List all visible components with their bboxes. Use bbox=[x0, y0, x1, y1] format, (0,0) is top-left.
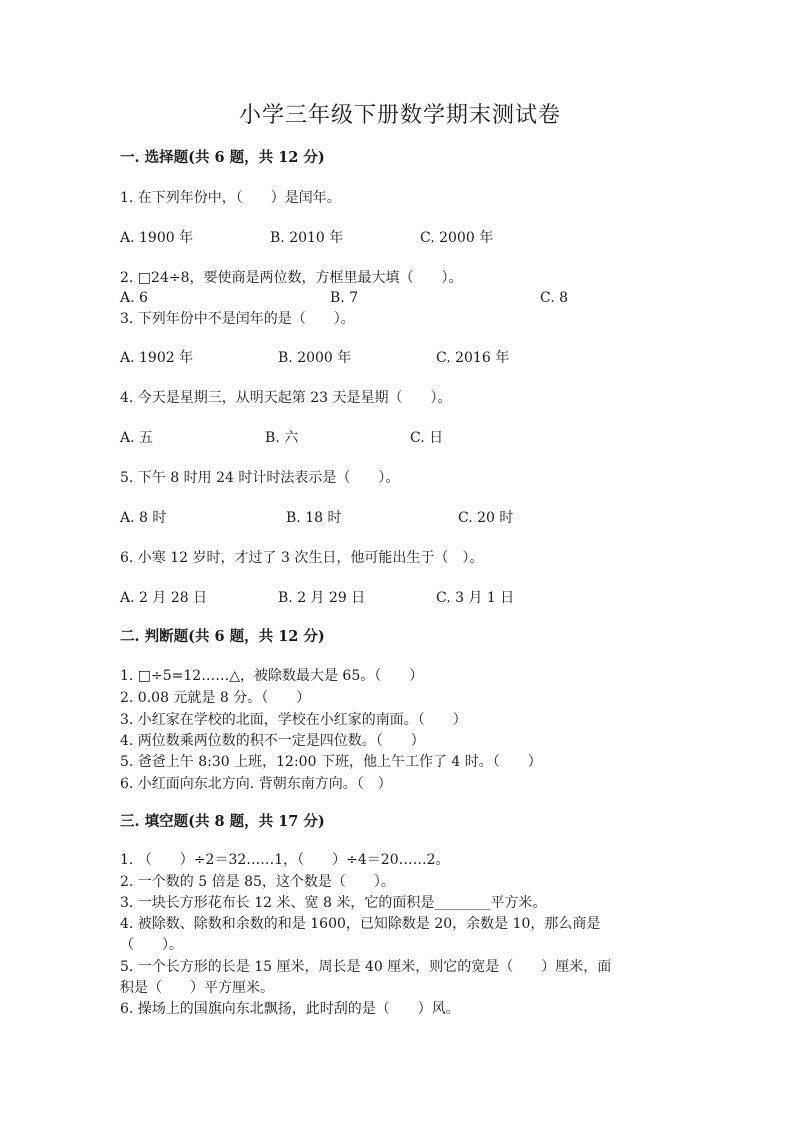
question-6-option-b: B. 2 月 29 日 bbox=[278, 590, 366, 606]
question-4-option-a: A. 五 bbox=[120, 430, 154, 446]
fill-item-5: 5. 一个长方形的长是 15 厘米，周长是 40 厘米，则它的宽是（ ）厘米，面 bbox=[120, 959, 612, 975]
question-6-option-a: A. 2 月 28 日 bbox=[120, 590, 208, 606]
question-1-text: 1. 在下列年份中，（ ）是闰年。 bbox=[120, 190, 341, 206]
question-3-option-b: B. 2000 年 bbox=[278, 350, 352, 366]
judgment-item-1: 1. □÷5=12……△，被除数最大是 65。（ ） bbox=[120, 668, 424, 684]
fill-item-1: 1. （ ）÷2＝32……1，（ ）÷4＝20……2。 bbox=[120, 852, 450, 868]
fill-item-3: 3. 一块长方形花布长 12 米、宽 8 米，它的面积是________平方米。 bbox=[120, 895, 547, 911]
question-4-option-c: C. 日 bbox=[410, 430, 444, 446]
fill-item-4: 4. 被除数、除数和余数的和是 1600，已知除数是 20，余数是 10，那么商是 bbox=[120, 916, 601, 932]
question-2-option-b: B. 7 bbox=[330, 290, 359, 306]
fill-item-4-continued: （ ）。 bbox=[120, 937, 183, 953]
question-1-option-b: B. 2010 年 bbox=[270, 230, 344, 246]
page-title: 小学三年级下册数学期末测试卷 bbox=[238, 103, 561, 128]
section-heading-choice: 一. 选择题(共 6 题，共 12 分) bbox=[120, 149, 325, 166]
fill-item-6: 6. 操场上的国旗向东北飘扬，此时刮的是（ ）风。 bbox=[120, 1001, 460, 1017]
question-2-option-a: A. 6 bbox=[120, 290, 148, 306]
judgment-item-2: 2. 0.08 元就是 8 分。（ ） bbox=[120, 690, 311, 706]
question-5-option-c: C. 20 时 bbox=[458, 510, 514, 526]
fill-item-2: 2. 一个数的 5 倍是 85，这个数是（ ）。 bbox=[120, 874, 395, 890]
section-heading-fill-blank: 三. 填空题(共 8 题，共 17 分) bbox=[120, 813, 325, 830]
question-5-option-b: B. 18 时 bbox=[286, 510, 342, 526]
question-4-option-b: B. 六 bbox=[265, 430, 299, 446]
question-6-text: 6. 小寒 12 岁时，才过了 3 次生日，他可能出生于（ ）。 bbox=[120, 550, 484, 566]
question-3-option-a: A. 1902 年 bbox=[120, 350, 194, 366]
question-3-text: 3. 下列年份中不是闰年的是（ ）。 bbox=[120, 311, 355, 327]
section-heading-judgment: 二. 判断题(共 6 题，共 12 分) bbox=[120, 628, 325, 645]
question-5-text: 5. 下午 8 时用 24 时计时法表示是（ ）。 bbox=[120, 470, 400, 486]
question-2-option-c: C. 8 bbox=[540, 290, 569, 306]
judgment-item-5: 5. 爸爸上午 8:30 上班，12:00 下班，他上午工作了 4 时。（ ） bbox=[120, 754, 542, 770]
question-4-text: 4. 今天是星期三，从明天起第 23 天是星期（ ）。 bbox=[120, 390, 452, 406]
question-3-option-c: C. 2016 年 bbox=[436, 350, 510, 366]
question-1-option-a: A. 1900 年 bbox=[120, 230, 194, 246]
fill-item-5-continued: 积是（ ）平方厘米。 bbox=[120, 980, 274, 996]
question-6-option-c: C. 3 月 1 日 bbox=[436, 590, 515, 606]
judgment-item-3: 3. 小红家在学校的北面，学校在小红家的南面。（ ） bbox=[120, 712, 467, 728]
judgment-item-4: 4. 两位数乘两位数的积不一定是四位数。（ ） bbox=[120, 733, 425, 749]
question-1-option-c: C. 2000 年 bbox=[420, 230, 494, 246]
question-5-option-a: A. 8 时 bbox=[120, 510, 167, 526]
judgment-item-6: 6. 小红面向东北方向. 背朝东南方向。（ ） bbox=[120, 776, 392, 792]
question-2-text: 2. □24÷8，要使商是两位数，方框里最大填（ ）。 bbox=[120, 270, 463, 286]
